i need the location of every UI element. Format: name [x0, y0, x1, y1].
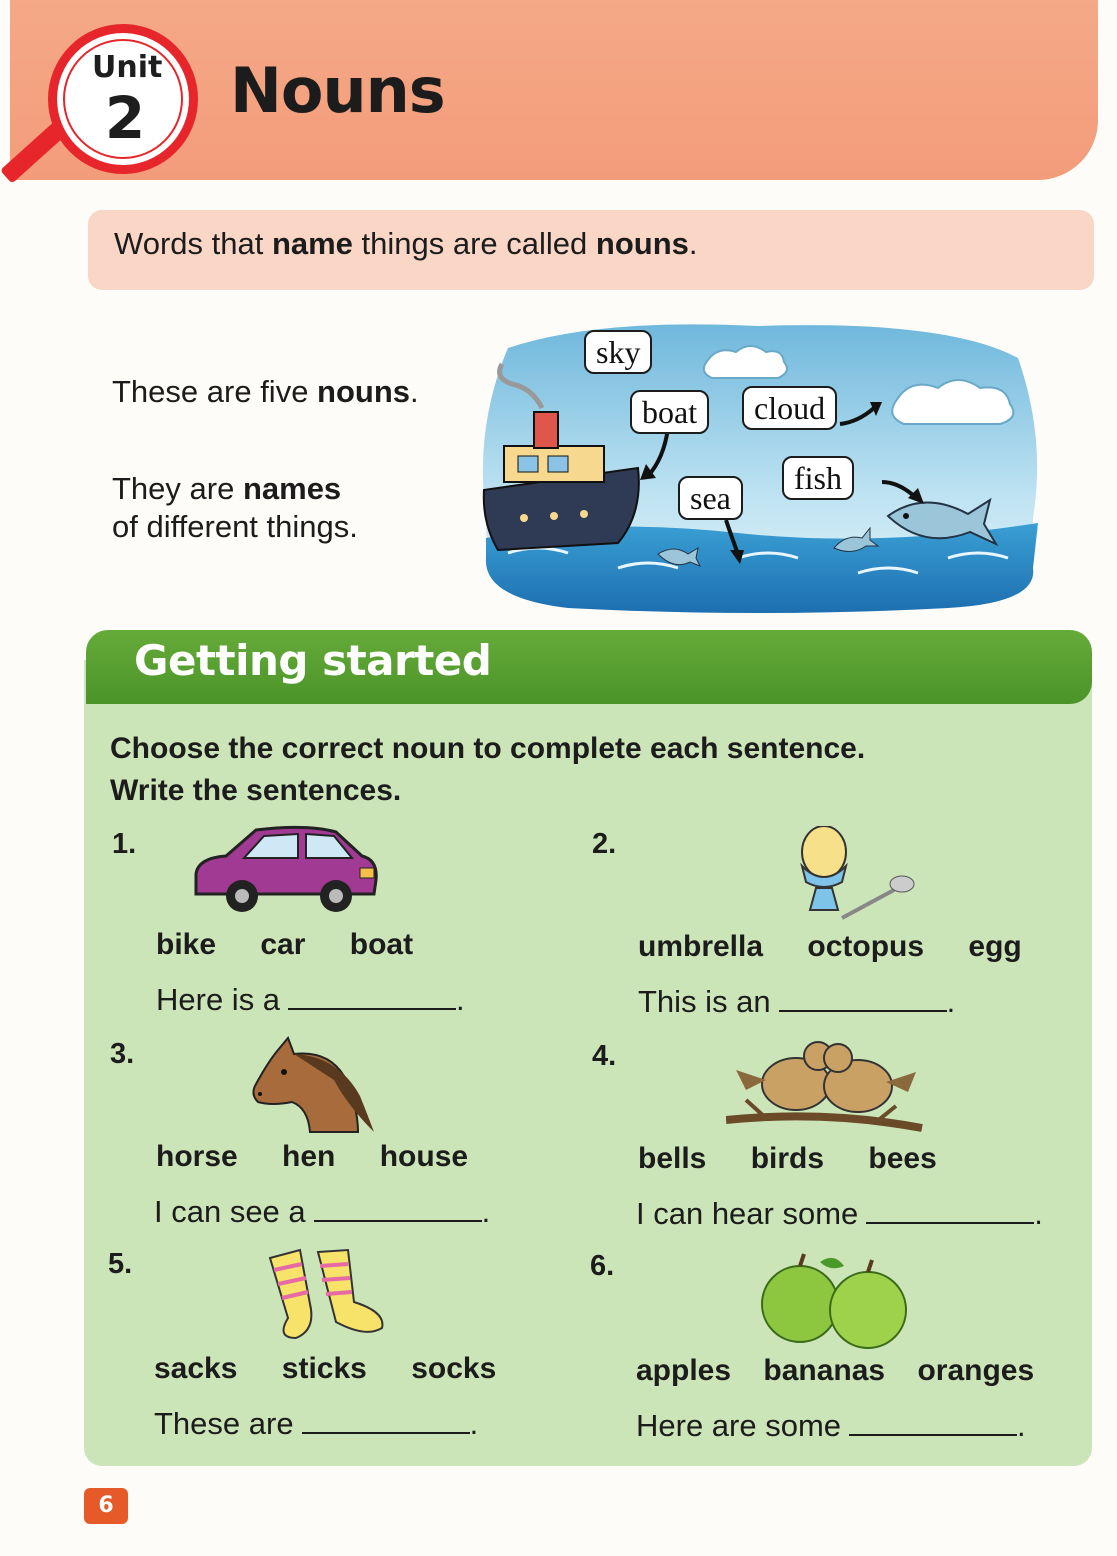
birds-icon	[726, 1040, 926, 1138]
question-number: 2.	[592, 828, 617, 860]
choice-word: octopus	[807, 930, 925, 963]
exercise-instruction	[110, 728, 1010, 812]
definition-banner	[88, 210, 1094, 290]
answer-blank[interactable]	[849, 1414, 1017, 1436]
answer-blank[interactable]	[779, 990, 947, 1012]
answer-blank[interactable]	[314, 1200, 482, 1222]
question-number: 6.	[590, 1250, 615, 1282]
choice-word: birds	[750, 1142, 825, 1175]
nouns-scene-illustration	[478, 318, 1046, 614]
question-4-sentence	[636, 1196, 1043, 1232]
sentence-end: .	[456, 982, 465, 1017]
socks-icon	[266, 1248, 392, 1342]
intro-text: These are five	[112, 374, 318, 409]
answer-blank[interactable]	[866, 1202, 1034, 1224]
unit-label: Unit	[92, 50, 163, 85]
question-2-choices	[638, 930, 1022, 964]
choice-word: bananas	[763, 1354, 886, 1387]
choice-word: oranges	[917, 1354, 1035, 1387]
choice-word: socks	[411, 1352, 497, 1385]
scene-label-sky: sky	[584, 330, 652, 374]
scene-label-boat: boat	[630, 390, 709, 434]
intro-line-2	[112, 470, 452, 546]
apples-icon	[760, 1252, 910, 1352]
instruction-line-2: Write the sentences.	[110, 774, 402, 807]
choice-word: sacks	[154, 1352, 238, 1385]
sentence-text: These are	[154, 1406, 294, 1441]
sentence-end: .	[469, 1406, 479, 1441]
getting-started-title: Getting started	[134, 636, 492, 685]
sentence-text: I can see a	[154, 1194, 306, 1229]
choice-word: bike	[156, 928, 217, 961]
question-5-sentence	[154, 1406, 478, 1442]
sentence-end: .	[1017, 1408, 1026, 1443]
horse-icon	[248, 1036, 378, 1136]
scene-label-sea: sea	[678, 476, 743, 520]
choice-word: bees	[868, 1142, 937, 1175]
page-number: 6	[84, 1488, 128, 1524]
question-5-choices	[154, 1352, 532, 1386]
egg-icon	[794, 826, 918, 924]
choice-word: umbrella	[638, 930, 764, 963]
sentence-end: .	[1034, 1196, 1043, 1231]
question-number: 1.	[112, 828, 137, 860]
choice-word: hen	[282, 1140, 336, 1173]
question-number: 4.	[592, 1040, 617, 1072]
definition-bold-name: name	[271, 226, 353, 261]
choice-word: apples	[636, 1354, 732, 1387]
sentence-text: I can hear some	[636, 1196, 859, 1231]
question-1-choices	[156, 928, 449, 962]
intro-bold: nouns	[317, 374, 411, 409]
question-6-choices	[636, 1354, 1034, 1388]
definition-bold-nouns: nouns	[595, 226, 689, 261]
question-number: 5.	[108, 1248, 133, 1280]
intro-text: .	[410, 374, 419, 409]
answer-blank[interactable]	[302, 1412, 470, 1434]
question-2-sentence	[638, 984, 955, 1020]
question-1-sentence	[156, 982, 465, 1018]
choice-word: boat	[349, 928, 414, 961]
definition-text: .	[688, 226, 698, 261]
answer-blank[interactable]	[288, 988, 456, 1010]
intro-text: of different things.	[112, 509, 358, 544]
instruction-line-1: Choose the correct noun to complete each sentence.	[110, 732, 866, 765]
sentence-text: Here is a	[156, 982, 281, 1017]
choice-word: horse	[156, 1140, 238, 1173]
car-icon	[186, 824, 380, 918]
sea-scene-icon	[478, 318, 1046, 614]
sentence-end: .	[481, 1194, 491, 1229]
sentence-end: .	[946, 984, 956, 1019]
choice-word: house	[379, 1140, 469, 1173]
intro-text: They are	[112, 471, 243, 506]
intro-bold: names	[242, 471, 342, 506]
intro-line-1	[112, 374, 419, 410]
unit-number: 2	[104, 84, 146, 152]
choice-word: sticks	[281, 1352, 367, 1385]
sentence-text: Here are some	[636, 1408, 842, 1443]
definition-text: Words that	[114, 226, 272, 261]
choice-word: bells	[638, 1142, 707, 1175]
question-3-sentence	[154, 1194, 490, 1230]
page-title: Nouns	[230, 54, 445, 127]
scene-label-cloud: cloud	[742, 386, 837, 430]
choice-word: egg	[968, 930, 1022, 963]
question-4-choices	[638, 1142, 973, 1176]
choice-word: car	[260, 928, 306, 961]
question-3-choices	[156, 1140, 504, 1174]
scene-label-fish: fish	[782, 456, 854, 500]
question-number: 3.	[110, 1038, 135, 1070]
sentence-text: This is an	[638, 984, 771, 1019]
definition-text: things are called	[352, 226, 596, 261]
question-6-sentence	[636, 1408, 1026, 1444]
